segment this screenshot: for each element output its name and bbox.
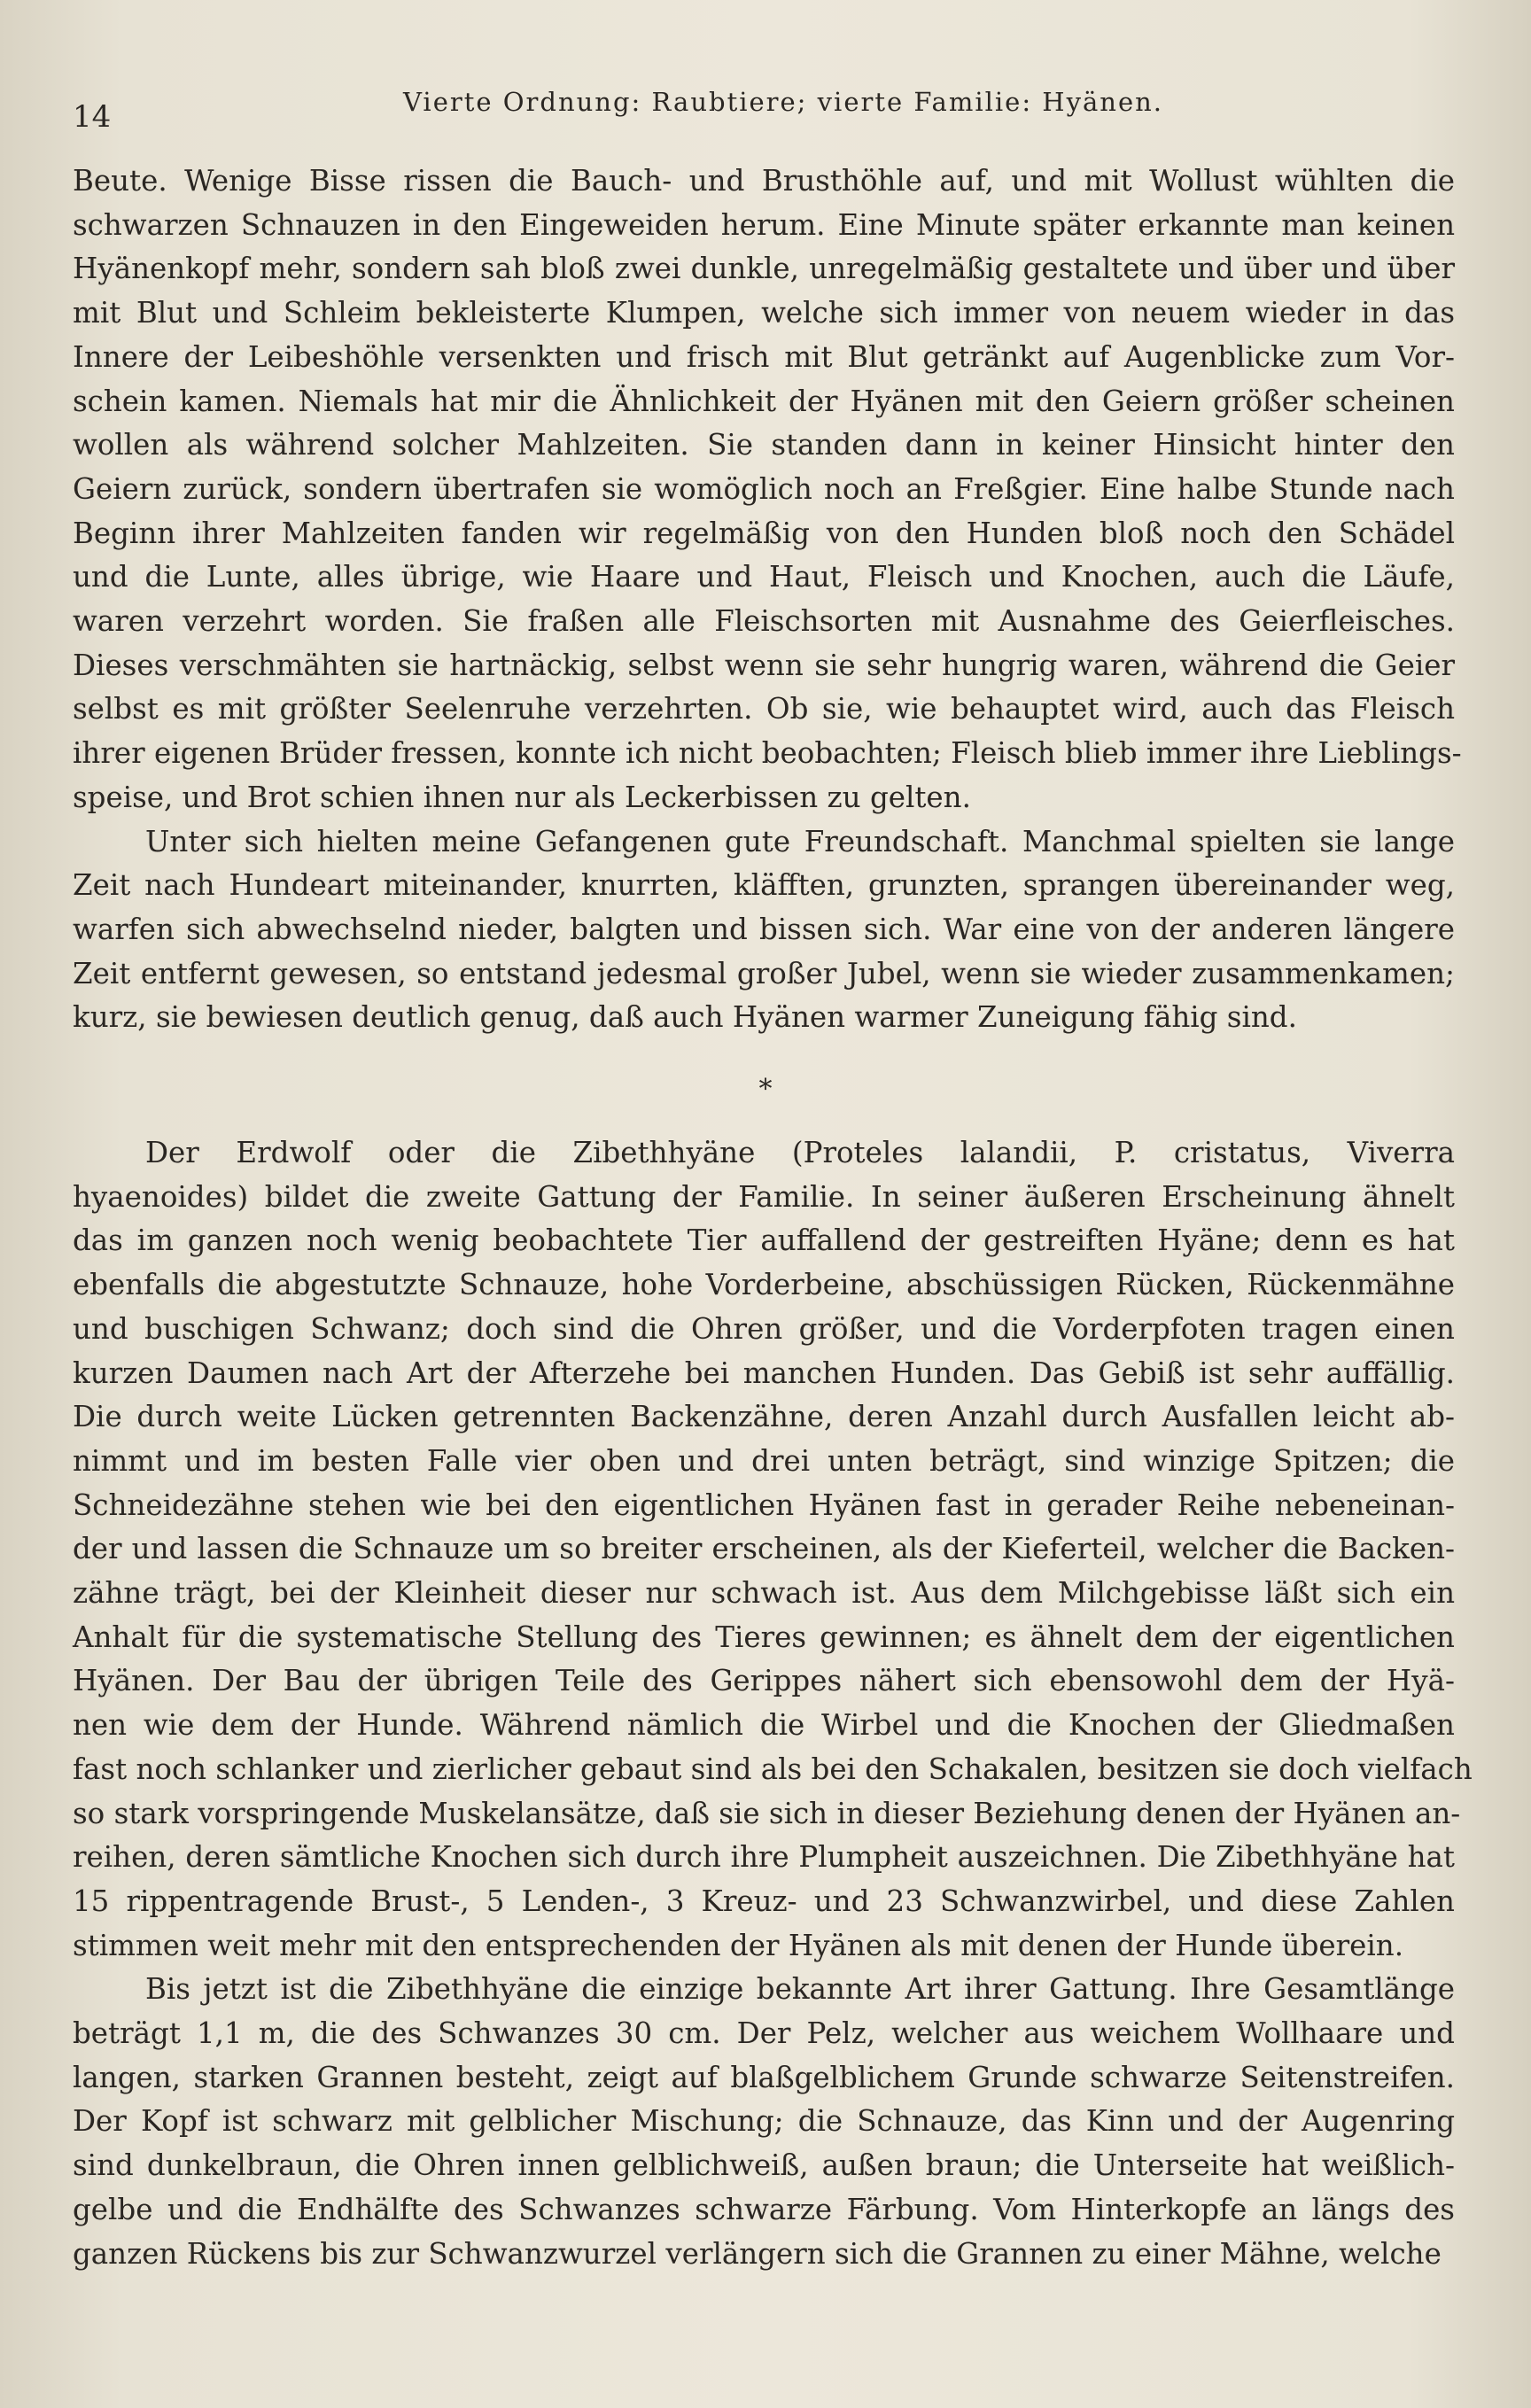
text-line: Unter sich hielten meine Gefangenen gute Freundschaft. Manchmal spielten sie lange [145,824,1455,858]
paragraph [73,820,1455,1041]
text-line: Dieses verschmähten sie hartnäckig, selbst wenn sie sehr hungrig waren, während die Geier [73,648,1455,682]
text-line: und die Lunte, alles übrige, wie Haare und Haut, Fleisch und Knochen, auch die Läufe, [73,560,1455,594]
text-line: 15 rippentragende Brust-, 5 Lenden-, 3 Kreuz- und 23 Schwanzwirbel, und diese Zahlen [73,1884,1455,1918]
text-line: warfen sich abwechselnd nieder, balgten und bissen sich. War eine von der anderen längere [73,912,1455,946]
text-line: Schneidezähne stehen wie bei den eigentlichen Hyänen fast in gerader Reihe nebeneinan- [73,1488,1455,1522]
paragraph [73,159,1462,820]
text-line: Hyänen. Der Bau der übrigen Teile des Gerippes nähert sich ebensowohl dem der Hyä- [73,1664,1455,1698]
text-line: fast noch schlanker und zierlicher gebaut sind als bei den Schakalen, besitzen sie doch vielfach [73,1752,1473,1786]
page-number: 14 [73,99,112,135]
text-block-top [73,159,1462,1040]
text-block-bottom [73,1131,1473,2276]
text-line: und buschigen Schwanz; doch sind die Ohren größer, und die Vorderpfoten tragen einen [73,1311,1455,1346]
text-line: Anhalt für die systematische Stellung des Tieres gewinnen; es ähnelt dem der eigentlichen [73,1620,1455,1654]
text-line: gelbe und die Endhälfte des Schwanzes schwarze Färbung. Vom Hinterkopfe an längs des [73,2192,1455,2226]
text-line: das im ganzen noch wenig beobachtete Tier auffallend der gestreiften Hyäne; denn es hat [73,1223,1455,1258]
text-line: schwarzen Schnauzen in den Eingeweiden herum. Eine Minute später erkannte man keinen [73,207,1455,242]
text-line: langen, starken Grannen besteht, zeigt auf blaßgelblichem Grunde schwarze Seitenstreifen. [73,2060,1455,2094]
text-line: schein kamen. Niemals hat mir die Ähnlichkeit der Hyänen mit den Geiern größer scheinen [73,384,1455,418]
text-line: Beute. Wenige Bisse rissen die Bauch- und Brusthöhle auf, und mit Wollust wühlten die [73,164,1455,198]
text-line: speise, und Brot schien ihnen nur als Leckerbissen zu gelten. [73,780,971,814]
text-line: beträgt 1,1 m, die des Schwanzes 30 cm. Der Pelz, welcher aus weichem Wollhaare und [73,2016,1455,2051]
text-line: ganzen Rückens bis zur Schwanzwurzel verlängern sich die Grannen zu einer Mähne, welche [73,2236,1442,2271]
paragraph [73,1968,1455,2276]
running-head: Vierte Ordnung: Raubtiere; vierte Familie: Hyänen. [402,87,1164,117]
text-line: Zeit entfernt gewesen, so entstand jedesmal großer Jubel, wenn sie wieder zusammenkamen; [73,956,1455,990]
text-line: nimmt und im besten Falle vier oben und drei unten beträgt, sind winzige Spitzen; die [73,1443,1455,1478]
text-line: ihrer eigenen Brüder fressen, konnte ich nicht beobachten; Fleisch blieb immer ihre Lieblings- [73,736,1462,771]
text-line: kurzen Daumen nach Art der Afterzehe bei manchen Hunden. Das Gebiß ist sehr auffällig. [73,1355,1455,1390]
section-separator: * [758,1074,773,1105]
text-line: Zeit nach Hundeart miteinander, knurrten, kläfften, grunzten, sprangen übereinander weg, [73,868,1455,903]
text-line: der und lassen die Schnauze um so breiter erscheinen, als der Kieferteil, welcher die Backen- [73,1532,1455,1566]
text-line: hyaenoides) bildet die zweite Gattung der Familie. In seiner äußeren Erscheinung ähnelt [73,1179,1455,1214]
text-line: nen wie dem der Hunde. Während nämlich die Wirbel und die Knochen der Gliedmaßen [73,1708,1455,1743]
text-line: sind dunkelbraun, die Ohren innen gelblichweiß, außen braun; die Unterseite hat weißlich- [73,2148,1455,2183]
text-line: so stark vorspringende Muskelansätze, daß sie sich in dieser Beziehung denen der Hyänen an- [73,1796,1461,1830]
text-line: Innere der Leibeshöhle versenkten und frisch mit Blut getränkt auf Augenblicke zum Vor- [73,339,1455,374]
text-line: mit Blut und Schleim bekleisterte Klumpen, welche sich immer von neuem wieder in das [73,296,1455,330]
text-line: zähne trägt, bei der Kleinheit dieser nur schwach ist. Aus dem Milchgebisse läßt sich ein [73,1576,1455,1611]
text-line: Hyänenkopf mehr, sondern sah bloß zwei dunkle, unregelmäßig gestaltete und über und über [73,252,1455,286]
text-line: waren verzehrt worden. Sie fraßen alle Fleischsorten mit Ausnahme des Geierfleisches. [73,604,1455,639]
text-line: Geiern zurück, sondern übertrafen sie womöglich noch an Freßgier. Eine halbe Stunde nach [73,471,1455,506]
paragraph [73,1131,1473,1968]
text-line: ebenfalls die abgestutzte Schnauze, hohe Vorderbeine, abschüssigen Rücken, Rückenmähne [73,1268,1455,1302]
text-line: stimmen weit mehr mit den entsprechenden der Hyänen als mit denen der Hunde überein. [73,1928,1404,1962]
text-line: Beginn ihrer Mahlzeiten fanden wir regelmäßig von den Hunden bloß noch den Schädel [73,516,1455,550]
text-line: selbst es mit größter Seelenruhe verzehrten. Ob sie, wie behauptet wird, auch das Fleisch [73,692,1455,726]
text-line: kurz, sie bewiesen deutlich genug, daß auch Hyänen warmer Zuneigung fähig sind. [73,1000,1297,1035]
text-line: reihen, deren sämtliche Knochen sich durch ihre Plumpheit auszeichnen. Die Zibethhyäne hat [73,1840,1455,1875]
text-line: Der Kopf ist schwarz mit gelblicher Mischung; die Schnauze, das Kinn und der Augenring [73,2104,1455,2139]
text-line: Die durch weite Lücken getrennten Backenzähne, deren Anzahl durch Ausfallen leicht ab- [73,1400,1455,1434]
text-line: wollen als während solcher Mahlzeiten. Sie standen dann in keiner Hinsicht hinter den [73,428,1455,462]
text-line: Der Erdwolf oder die Zibethhyäne (Proteles lalandii, P. cristatus, Viverra [145,1136,1455,1169]
text-line: Bis jetzt ist die Zibethhyäne die einzige bekannte Art ihrer Gattung. Ihre Gesamtlänge [145,1972,1455,2007]
